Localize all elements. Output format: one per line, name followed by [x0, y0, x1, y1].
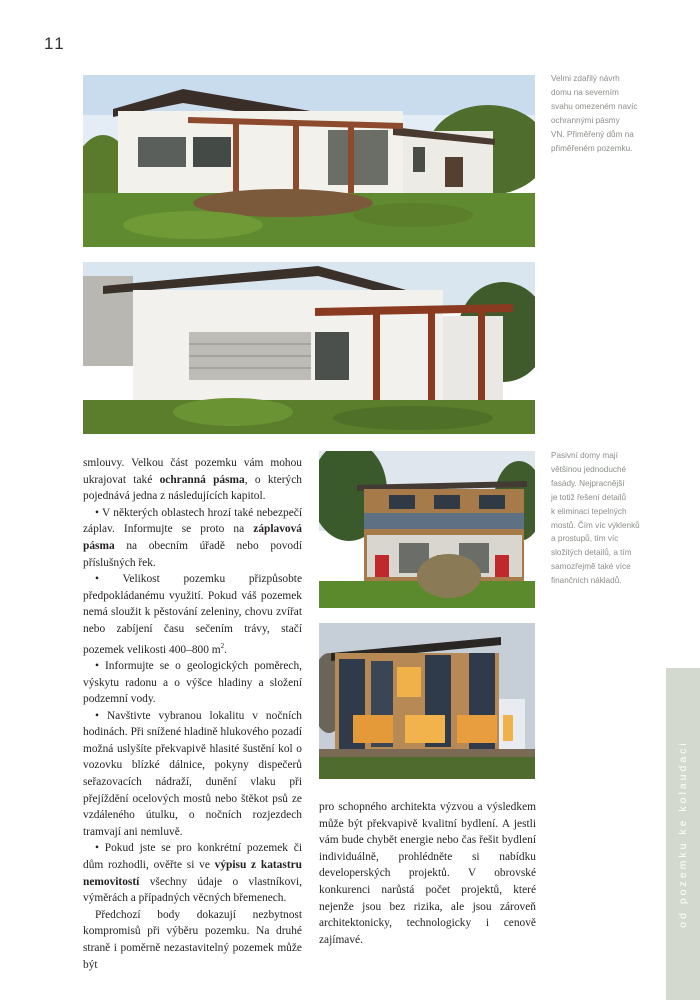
- bullet-paragraph: • Velikost pozemku přizpůsobte předpokládanému využití. Pokud váš pozemek nemá sloužit k pěstování zeleniny, chovu zvířat nebo zabíjení času sečením trávy, stačí pozemek velikosti 400–800 $m^2$.: [83, 573, 302, 656]
- caption-top: Velmi zdařilý návrh domu na severním svahu omezeném navíc ochrannými pásmy VN. Přiměřený dům na přiměřeném pozemku.: [551, 74, 638, 153]
- house-photo-4: [319, 623, 535, 779]
- house-photo-2: [83, 262, 535, 434]
- body-text-right: [319, 799, 536, 948]
- bullet-paragraph: • Navštivte vybranou lokalitu v nočních hodinách. Při snížené hladině hlukového pozadí možná uslyšíte překvapivě hlasité šustění kol o vozovku blízké dálnice, pokyny dispečerů seřazovacích nádraží, dunění vlaku při přejíždění ocelových mostů nebo štěkot psů ze vzdáleného útulku, o nočních rozjezdech tramvají ani nemluvě.: [83, 709, 302, 838]
- paragraph: Předchozí body dokazují nezbytnost kompromisů při výběru pozemku. Na druhé straně i poměrně nezastavitelný pozemek může být: [83, 908, 302, 971]
- paragraph: pro schopného architekta výzvou a výsledkem může být překvapivě kvalitní bydlení. A jestli vám bude chybět energie nebo čas řešit bydlení individuálně, prohlédněte si nabídku developerských projektů. V obrovské konkurenci narůstá počet projektů, které nejenže jsou bez rizika, ale jsou zároveň architektonicky, technologicky i cenově zajímavé.: [319, 801, 536, 946]
- caption-middle: Pasivní domy mají většinou jednoduché fasády. Nejpracnější je totiž řešení detailů k eliminaci tepelných mostů. Čím víc výklenků a prostupů, tím víc složitých detailů, a tím samozřejmě také více finančních nákladů.: [551, 451, 640, 586]
- chapter-title: od pozemku ke kolaudaci: [677, 740, 689, 928]
- body-text-left: [83, 455, 302, 973]
- house-photo-3: [319, 451, 535, 608]
- house-photo-1: [83, 75, 535, 247]
- paragraph: smlouvy. Velkou část pozemku vám mohou ukrajovat také ochranná pásma, o kterých pojednává jedna z následujících kapitol.: [83, 457, 302, 503]
- chapter-side-tab: [666, 668, 700, 1000]
- bullet-paragraph: • Informujte se o geologických poměrech, výskytu radonu a o výšce hladiny a složení podzemní vody.: [83, 659, 302, 706]
- page-number: 11: [44, 34, 66, 53]
- bullet-paragraph: • Pokud jste se pro konkrétní pozemek či dům rozhodli, ověřte si ve výpisu z katastru nemovitostí všechny údaje o vlastníkovi, výměrách a případných věcných břemenech.: [83, 842, 302, 905]
- bullet-paragraph: • V některých oblastech hrozí také nebezpečí záplav. Informujte se proto na záplavová pásma na obecním úřadě nebo povodí příslušných řek.: [83, 506, 302, 569]
